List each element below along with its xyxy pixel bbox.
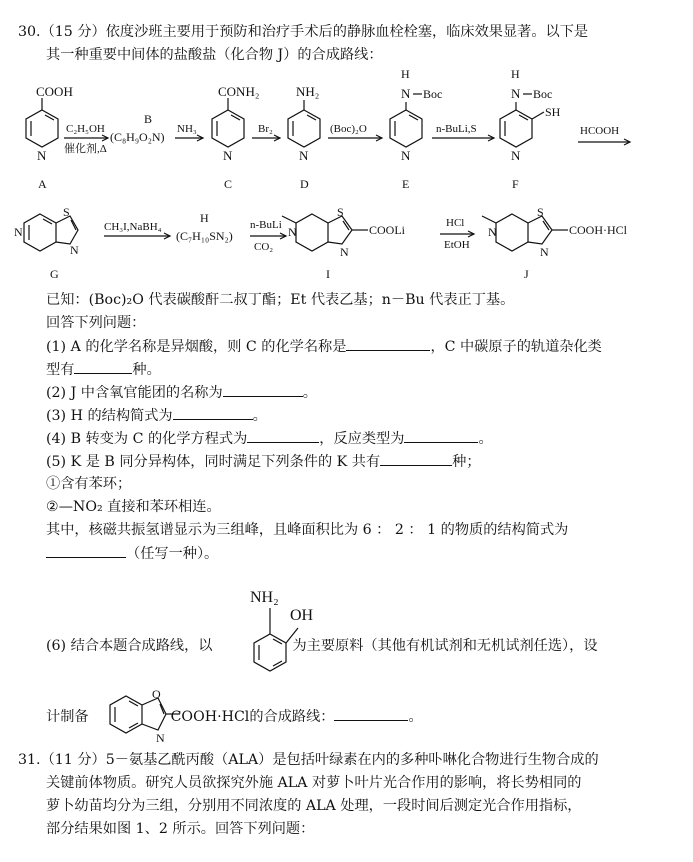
svg-text:S: S xyxy=(537,205,544,219)
compound-b: (C₈H₉O₂N) xyxy=(110,130,165,144)
svg-text:N: N xyxy=(340,245,349,259)
svg-text:Br₂: Br₂ xyxy=(258,123,273,135)
svg-text:C₂H₅OH: C₂H₅OH xyxy=(66,123,105,135)
a-label: A xyxy=(38,177,47,191)
blank-2 xyxy=(223,382,303,397)
compound-h: (C₇H₁₀SN₂) xyxy=(176,229,233,243)
blank-4a xyxy=(247,428,319,443)
svg-text:H: H xyxy=(511,68,520,81)
svg-text:CH₃I,NaBH₄: CH₃I,NaBH₄ xyxy=(104,221,162,233)
blank-3 xyxy=(173,405,253,420)
condition-1: ①含有苯环； xyxy=(46,476,132,492)
compound-j xyxy=(482,205,628,278)
nmr-question-cont: （任写一种）。 xyxy=(46,543,218,564)
reaction-scheme xyxy=(0,68,693,278)
svg-text:N: N xyxy=(70,243,79,257)
svg-text:I: I xyxy=(326,267,330,278)
sub-question-6-cont: 计制备 COOH·HCl的合成路线： 。 xyxy=(46,706,423,727)
svg-text:Boc: Boc xyxy=(533,87,553,101)
a-ring-n: N xyxy=(37,148,47,163)
sub-question-2: (2) J 中含氧官能团的名称为 。 xyxy=(46,382,317,403)
svg-text:N: N xyxy=(299,148,309,163)
q31-line4: 部分结果如图 1、2 所示。回答下列问题： xyxy=(46,821,315,837)
svg-text:C: C xyxy=(224,177,233,191)
compound-e xyxy=(390,68,442,191)
svg-text:OH: OH xyxy=(290,607,314,624)
blank-4b xyxy=(404,428,478,443)
svg-text:(Boc)₂O: (Boc)₂O xyxy=(330,123,367,135)
svg-text:催化剂,Δ: 催化剂,Δ xyxy=(64,143,107,155)
svg-text:n-BuLi,S: n-BuLi,S xyxy=(436,123,477,135)
arrow-g-to-h xyxy=(104,221,170,239)
svg-text:S: S xyxy=(337,205,344,219)
q30-line2: 其一种重要中间体的盐酸盐（化合物 J）的合成路线： xyxy=(46,47,383,63)
svg-text:S: S xyxy=(63,205,70,219)
svg-text:N: N xyxy=(540,245,549,259)
svg-text:E: E xyxy=(402,177,410,191)
q31-line2: 关键前体物质。研究人员欲探究外施 ALA 对萝卜叶片光合作用的影响，将长势相同的 xyxy=(46,775,582,791)
sub-question-6: (6) 结合本题合成路线，以 为主要原料（其他有机试剂和无机试剂任选），设 xyxy=(46,638,598,654)
h-label: H xyxy=(200,211,209,225)
svg-text:G: G xyxy=(50,267,59,278)
svg-text:H: H xyxy=(401,68,410,81)
svg-text:N: N xyxy=(288,225,297,239)
b-label: B xyxy=(144,112,153,126)
arrow-f-to-g xyxy=(578,125,630,145)
svg-text:NH₂: NH₂ xyxy=(296,84,320,99)
blank-1b xyxy=(74,359,132,374)
svg-text:HCl: HCl xyxy=(446,217,465,229)
q31-line3: 萝卜幼苗均分为三组，分别用不同浓度的 ALA 处理，一段时间后测定光合作用指标， xyxy=(46,798,582,814)
sub-question-1: (1) A 的化学名称是异烟酸，则 C 的化学名称是 ，C 中碳原子的轨道杂化类 xyxy=(46,336,602,357)
compound-f xyxy=(500,68,561,191)
svg-text:J: J xyxy=(524,267,529,278)
arrow-c-to-d xyxy=(252,123,280,141)
blank-nmr xyxy=(46,543,126,558)
svg-text:N: N xyxy=(401,86,411,101)
known-note: 已知：(Boc)₂O 代表碳酸酐二叔丁酯；Et 代表乙基；n－Bu 代表正丁基。 xyxy=(46,292,515,308)
svg-text:F: F xyxy=(512,177,519,191)
svg-text:n-BuLi: n-BuLi xyxy=(250,219,282,231)
arrow-h-to-i xyxy=(250,219,286,253)
svg-text:SH: SH xyxy=(545,105,561,119)
svg-text:CO₂: CO₂ xyxy=(254,241,274,253)
compound-g xyxy=(14,205,79,278)
svg-text:N: N xyxy=(511,86,521,101)
nmr-question: 其中，核磁共振氢谱显示为三组峰，且峰面积比为 6 ： 2 ： 1 的物质的结构简式为 xyxy=(46,522,569,538)
svg-text:COOH·HCl: COOH·HCl xyxy=(569,223,628,237)
svg-text:O: O xyxy=(152,687,161,701)
q30-line1: 30.（15 分）依度沙班主要用于预防和治疗手术后的静脉血栓栓塞，临床效果显著。以下是 xyxy=(18,24,589,40)
svg-text:Boc: Boc xyxy=(423,87,443,101)
arrow-i-to-j xyxy=(440,217,474,251)
svg-text:N: N xyxy=(14,225,23,239)
svg-text:N: N xyxy=(156,731,165,744)
sub-question-3: (3) H 的结构简式为 。 xyxy=(46,405,267,426)
sub-question-1-cont: 型有 种。 xyxy=(46,359,161,380)
arrow-d-to-e xyxy=(328,123,382,141)
svg-text:N: N xyxy=(401,148,411,163)
starting-material xyxy=(240,580,360,690)
svg-text:COOLi: COOLi xyxy=(369,223,405,237)
blank-1a xyxy=(346,336,430,351)
svg-text:HCOOH: HCOOH xyxy=(580,125,620,137)
sub-question-5: (5) K 是 B 同分异构体，同时满足下列条件的 K 共有 种； xyxy=(46,451,481,472)
svg-text:N: N xyxy=(223,148,233,163)
blank-6 xyxy=(334,706,408,721)
sub-question-4: (4) B 转变为 C 的化学方程式为 ，反应类型为 。 xyxy=(46,428,493,449)
a-cooh: COOH xyxy=(36,84,73,99)
svg-text:NH₂: NH₂ xyxy=(250,589,279,606)
svg-text:D: D xyxy=(300,177,309,191)
svg-text:EtOH: EtOH xyxy=(444,239,470,251)
q31-line1: 31.（11 分）5－氨基乙酰丙酸（ALA）是包括叶绿素在内的多种卟啉化合物进行生物合成的 xyxy=(18,752,599,768)
svg-text:CONH₂: CONH₂ xyxy=(218,84,260,99)
arrow-b-to-c xyxy=(175,123,203,141)
svg-text:N: N xyxy=(488,225,497,239)
compound-i xyxy=(282,205,406,278)
arrow-a-to-b xyxy=(64,123,108,155)
blank-5 xyxy=(380,451,452,466)
answer-intro: 回答下列问题： xyxy=(46,315,146,331)
svg-text:N: N xyxy=(511,148,521,163)
compound-d xyxy=(288,84,320,191)
condition-2: ②—NO₂ 直接和苯环相连。 xyxy=(46,499,221,515)
svg-text:NH₃: NH₃ xyxy=(177,123,197,135)
arrow-e-to-f xyxy=(432,123,494,141)
